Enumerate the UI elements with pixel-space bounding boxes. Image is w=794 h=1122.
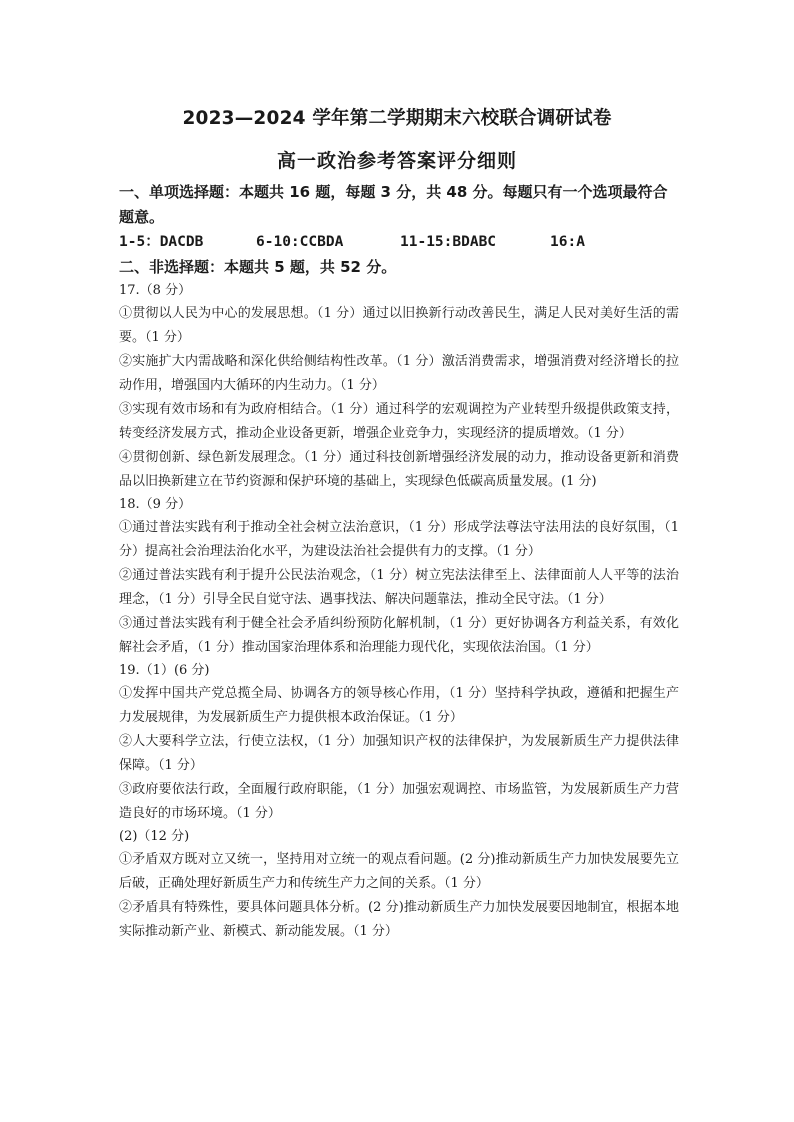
q19-part2-label: (2)（12 分) [119, 829, 190, 844]
answers-16: 16:A [550, 234, 585, 250]
q17-point-1: ①贯彻以人民为中心的发展思想。（1 分）通过以旧换新行动改善民生，满足人民对美好生活的需要。（1 分） [119, 306, 679, 345]
q17-label: 17.（8 分） [119, 283, 192, 298]
q17-point-2: ②实施扩大内需战略和深化供给侧结构性改革。（1 分）激活消费需求，增强消费对经济增长的拉动作用，增强国内大循环的内生动力。（1 分） [119, 354, 679, 393]
q19-part2-point-1: ①矛盾双方既对立又统一，坚持用对立统一的观点看问题。(2 分)推动新质生产力加快发展要先立后破，正确处理好新质生产力和传统生产力之间的关系。（1 分） [119, 852, 679, 891]
q18-label: 18.（9 分） [119, 497, 192, 512]
answers-11-15: 11-15:BDABC [400, 234, 497, 250]
q17-point-4: ④贯彻创新、绿色新发展理念。（1 分）通过科技创新增强经济发展的动力，推动设备更新和消费品以旧换新建立在节约资源和保护环境的基础上，实现绿色低碳高质量发展。(1 分) [119, 450, 679, 489]
q19-point-1: ①发挥中国共产党总揽全局、协调各方的领导核心作用，（1 分）坚持科学执政，遵循和把握生产力发展规律，为发展新质生产力提供根本政治保证。（1 分） [119, 686, 679, 725]
section2-heading: 二、非选择题：本题共 5 题，共 52 分。 [119, 258, 397, 276]
multiple-choice-answers [119, 230, 679, 255]
answers-1-5: 1-5：DACDB [119, 234, 204, 250]
document-title: 2023—2024 学年第二学期期末六校联合调研试卷 [182, 108, 612, 129]
q19-point-2: ②人大要科学立法，行使立法权，（1 分）加强知识产权的法律保护，为发展新质生产力提供法律保障。（1 分） [119, 734, 679, 773]
q18-point-3: ③通过普法实践有利于健全社会矛盾纠纷预防化解机制，（1 分）更好协调各方利益关系，有效化解社会矛盾，（1 分）推动国家治理体系和治理能力现代化，实现依法治国。（1 分） [119, 616, 679, 655]
q18-point-1: ①通过普法实践有利于推动全社会树立法治意识，（1 分）形成学法尊法守法用法的良好氛围，（1 分）提高社会治理法治化水平，为建设法治社会提供有力的支撑。（1 分） [119, 520, 679, 559]
section1-heading: 一、单项选择题：本题共 16 题，每题 3 分，共 48 分。每题只有一个选项最符合题意。 [119, 183, 668, 226]
document-subtitle: 高一政治参考答案评分细则 [276, 150, 517, 172]
document-body [119, 180, 679, 944]
q18-point-2: ②通过普法实践有利于提升公民法治观念，（1 分）树立宪法法律至上、法律面前人人平等的法治理念，（1 分）引导全民自觉守法、遇事找法、解决问题靠法，推动全民守法。（1 分） [119, 568, 679, 607]
q19-point-3: ③政府要依法行政，全面履行政府职能，（1 分）加强宏观调控、市场监管，为发展新质生产力营造良好的市场环境。（1 分） [119, 782, 679, 821]
answers-6-10: 6-10:CCBDA [256, 234, 344, 250]
q19-part2-point-2: ②矛盾具有特殊性，要具体问题具体分析。(2 分)推动新质生产力加快发展要因地制宜，根据本地实际推动新产业、新模式、新动能发展。（1 分） [119, 900, 679, 939]
q17-point-3: ③实现有效市场和有为政府相结合。（1 分）通过科学的宏观调控为产业转型升级提供政策支持，转变经济发展方式，推动企业设备更新，增强企业竞争力，实现经济的提质增效。（1 分） [119, 402, 679, 441]
q19-label: 19.（1）(6 分) [119, 663, 210, 678]
